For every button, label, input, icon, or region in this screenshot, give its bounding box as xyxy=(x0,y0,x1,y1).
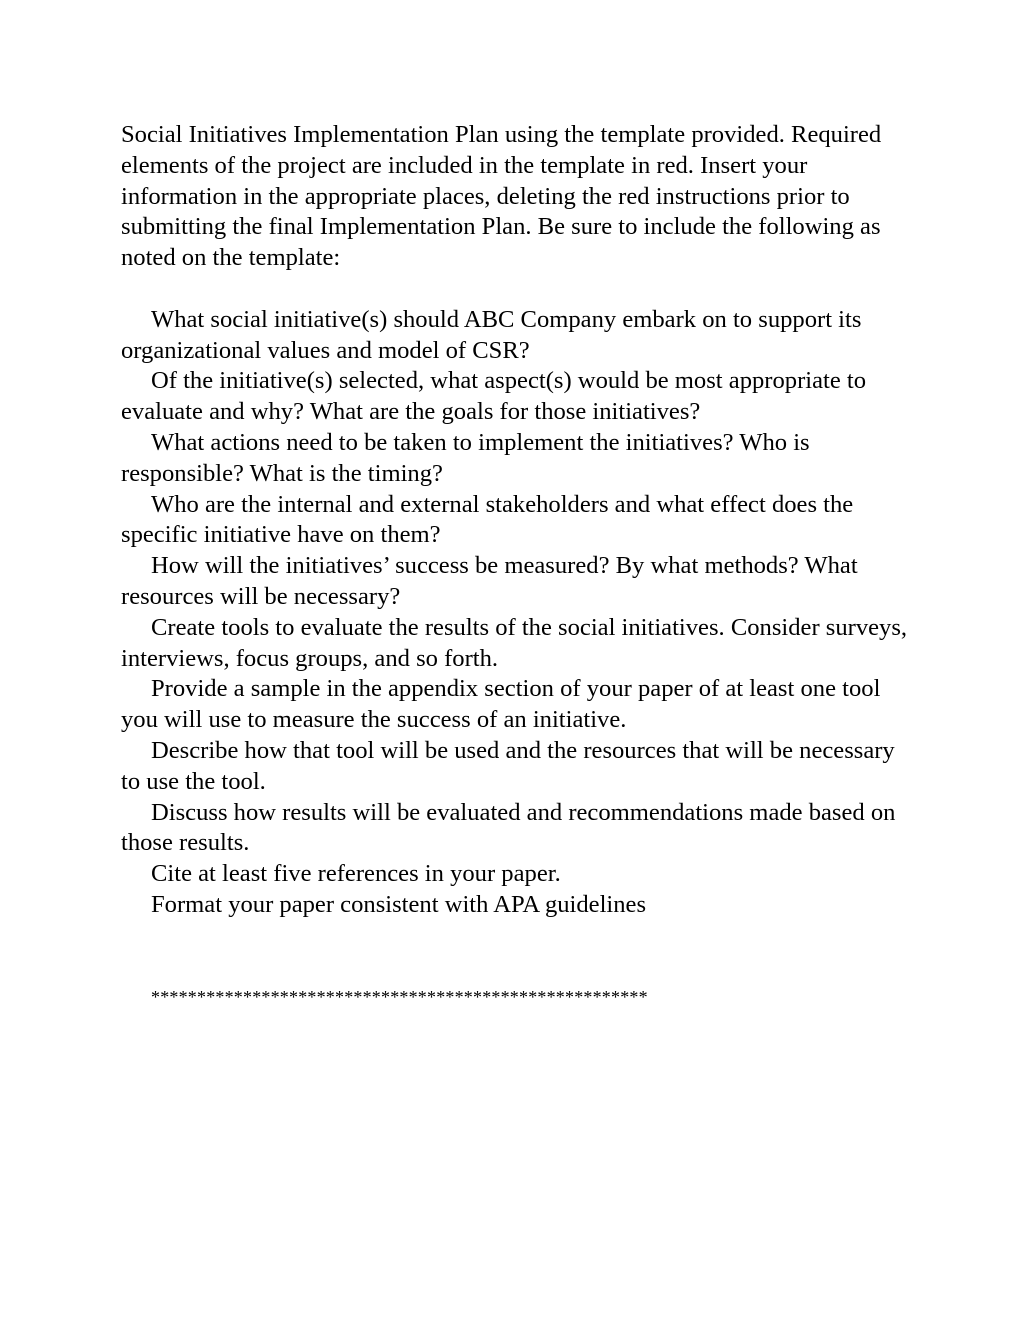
requirements-list xyxy=(121,305,911,921)
intro-paragraph: Social Initiatives Implementation Plan using the template provided. Required elements of the project are included in the template in red. Insert your information in the appropriate places, deleting the red instructions prior to submitting the final Implementation Plan. Be sure to include the following as noted on the template: xyxy=(121,121,882,272)
asterisk-separator: ****************************************************** xyxy=(151,987,648,1008)
requirement-item: Format your paper consistent with APA guidelines xyxy=(151,890,647,918)
requirement-item: Who are the internal and external stakeholders and what effect does the specific initiative have on them? xyxy=(121,490,854,549)
requirement-item: Create tools to evaluate the results of the social initiatives. Consider surveys, interviews, focus groups, and so forth. xyxy=(121,613,908,672)
requirement-item: Cite at least five references in your paper. xyxy=(151,860,561,888)
requirement-item: What actions need to be taken to implement the initiatives? Who is responsible? What is the timing? xyxy=(121,428,810,487)
requirement-item: Of the initiative(s) selected, what aspect(s) would be most appropriate to evaluate and why? What are the goals for those initiatives? xyxy=(121,367,867,426)
requirement-item: What social initiative(s) should ABC Company embark on to support its organizational values and model of CSR? xyxy=(121,305,862,364)
requirement-item: Provide a sample in the appendix section of your paper of at least one tool you will use to measure the success of an initiative. xyxy=(121,675,881,734)
document-body xyxy=(121,120,911,1013)
requirement-item: How will the initiatives’ success be measured? By what methods? What resources will be necessary? xyxy=(121,552,858,610)
requirement-item: Discuss how results will be evaluated and recommendations made based on those results. xyxy=(121,798,896,857)
requirement-item: Describe how that tool will be used and the resources that will be necessary to use the tool. xyxy=(121,736,895,795)
